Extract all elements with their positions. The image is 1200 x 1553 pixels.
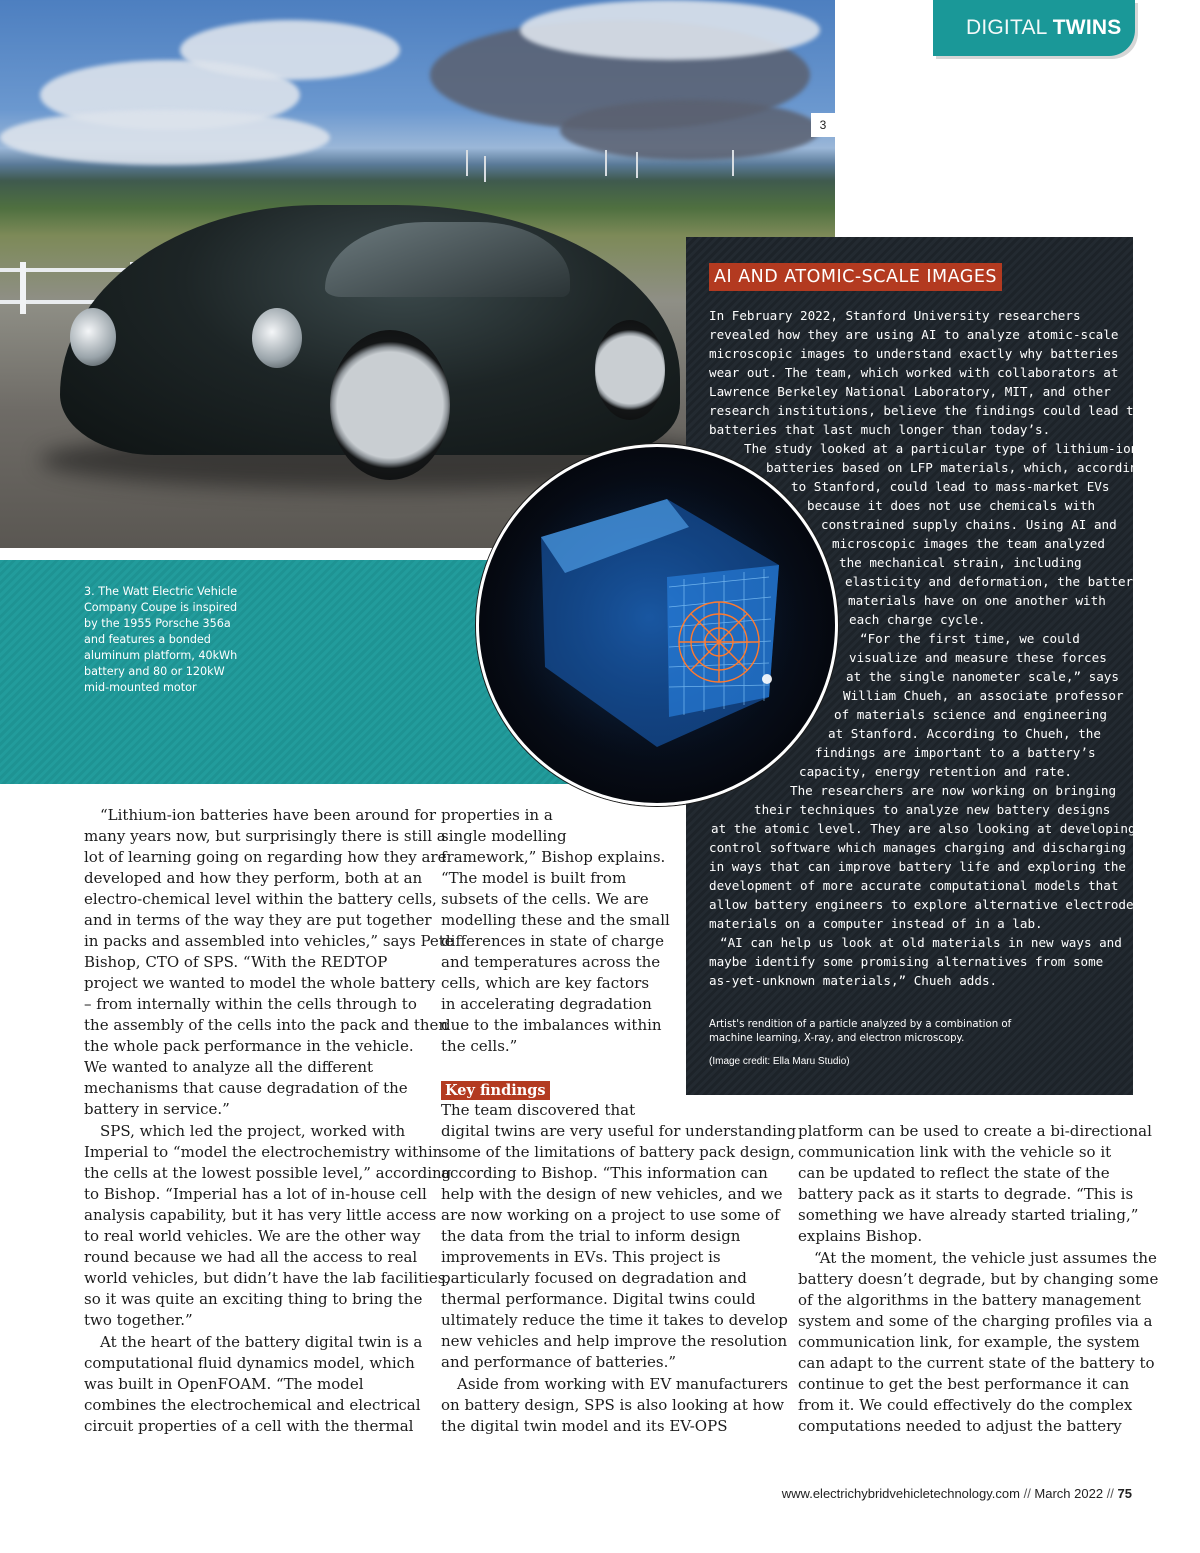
body-line: due to the imbalances within (441, 1016, 662, 1034)
sidebar-line: at the single nanometer scale,” says (846, 669, 1119, 684)
body-line: new vehicles and help improve the resolution (441, 1332, 788, 1350)
image-credit: (Image credit: Ella Maru Studio) (709, 1056, 850, 1067)
body-line: in accelerating degradation (441, 995, 652, 1013)
sidebar-line: constrained supply chains. Using AI and (821, 517, 1117, 532)
body-line: circuit properties of a cell with the thermal (84, 1417, 414, 1435)
body-line: world vehicles, but didn’t have the lab facilities, (84, 1269, 451, 1287)
body-line: platform can be used to create a bi-directional (798, 1122, 1152, 1140)
body-line: digital twins are very useful for understanding (441, 1122, 797, 1140)
body-line: explains Bishop. (798, 1227, 923, 1245)
body-line: developed and how they perform, both at an (84, 869, 423, 887)
sidebar-line: materials on a computer instead of in a lab. (709, 916, 1043, 931)
body-line: improvements in EVs. This project is (441, 1248, 721, 1266)
sidebar-caption-line: machine learning, X-ray, and electron microscopy. (709, 1033, 965, 1044)
caption-line: battery and 80 or 120kW (84, 665, 225, 678)
sidebar-line: materials have on one another with (848, 593, 1106, 608)
footer-url[interactable]: www.electrichybridvehicletechnology.com (781, 1486, 1020, 1501)
sidebar-line: research institutions, believe the findings could lead to (709, 403, 1142, 418)
body-line: help with the design of new vehicles, and we (441, 1185, 783, 1203)
sidebar-line: the mechanical strain, including (839, 555, 1082, 570)
body-line: computations needed to adjust the battery (798, 1417, 1122, 1435)
body-line: was built in OpenFOAM. “The model (84, 1375, 364, 1393)
body-line: continue to get the best performance it can (798, 1375, 1130, 1393)
footer-date: March 2022 (1034, 1486, 1104, 1501)
body-line: can adapt to the current state of the battery to (798, 1354, 1155, 1372)
sidebar-line: because it does not use chemicals with (807, 498, 1096, 513)
sidebar-line: to Stanford, could lead to mass-market EVs (791, 479, 1110, 494)
body-line: so it was quite an exciting thing to bring the (84, 1290, 423, 1308)
caption-line: by the 1955 Porsche 356a (84, 617, 231, 630)
sidebar-line: microscopic images to understand exactly why batteries (709, 346, 1119, 361)
headlight (70, 308, 116, 366)
body-line: from it. We could effectively do the complex (798, 1396, 1133, 1414)
body-line: and in terms of the way they are put together (84, 911, 432, 929)
body-line: round because we had all the access to real (84, 1248, 418, 1266)
body-line: Bishop, CTO of SPS. “With the REDTOP (84, 953, 388, 971)
body-line: differences in state of charge (441, 932, 664, 950)
body-line: and performance of batteries.” (441, 1353, 677, 1371)
caption-line: mid-mounted motor (84, 681, 197, 694)
body-line: lot of learning going on regarding how they are (84, 848, 447, 866)
sidebar-line: batteries based on LFP materials, which, according (766, 460, 1146, 475)
body-line: two together.” (84, 1311, 193, 1329)
sidebar-line: The researchers are now working on bringing (790, 783, 1117, 798)
body-line: the whole pack performance in the vehicle. (84, 1037, 414, 1055)
sidebar-line: The study looked at a particular type of lithium-ion (744, 441, 1139, 456)
body-line: and temperatures across the (441, 953, 661, 971)
wheel (330, 330, 450, 480)
sidebar-heading: AI AND ATOMIC-SCALE IMAGES (709, 263, 1002, 291)
sidebar-line: maybe identify some promising alternatives from some (709, 954, 1104, 969)
caption-line: aluminum platform, 40kWh (84, 649, 238, 662)
body-line: system and some of the charging profiles via a (798, 1312, 1153, 1330)
body-line: electro-chemical level within the battery cells, (84, 890, 437, 908)
body-line: Imperial to “model the electrochemistry within (84, 1143, 443, 1161)
sidebar-line: their techniques to analyze new battery designs (754, 802, 1111, 817)
sidebar-line: visualize and measure these forces (849, 650, 1107, 665)
body-line: computational fluid dynamics model, which (84, 1354, 415, 1372)
sidebar-line: control software which manages charging and discharging (709, 840, 1127, 855)
headlight (252, 308, 302, 368)
body-line: The team discovered that (441, 1101, 636, 1119)
battery-particle-illustration (476, 444, 838, 806)
body-line: some of the limitations of battery pack design, (441, 1143, 795, 1161)
body-line: the cells.” (441, 1037, 518, 1055)
photo-caption (84, 584, 254, 696)
sidebar-line: “AI can help us look at old materials in new ways and (720, 935, 1122, 950)
body-line: “At the moment, the vehicle just assumes the (814, 1249, 1157, 1267)
body-line: communication link, for example, the system (798, 1333, 1140, 1351)
page-footer (782, 1486, 1132, 1501)
key-findings-heading: Key findings (441, 1081, 550, 1100)
sidebar-line: Lawrence Berkeley National Laboratory, MIT, and other (709, 384, 1111, 399)
body-line: single modelling (441, 827, 567, 845)
sidebar-line: as-yet-unknown materials,” Chueh adds. (709, 973, 998, 988)
sidebar-line: “For the first time, we could (860, 631, 1080, 646)
sidebar-line: wear out. The team, which worked with collaborators at (709, 365, 1119, 380)
photo-number: 3 (811, 113, 835, 137)
sidebar-line: allow battery engineers to explore alternative electrode (709, 897, 1134, 912)
body-line: to Bishop. “Imperial has a lot of in-house cell (84, 1185, 427, 1203)
body-line: At the heart of the battery digital twin is a (100, 1333, 423, 1351)
body-line: SPS, which led the project, worked with (100, 1122, 406, 1140)
particle-graphic (479, 447, 835, 803)
caption-line: and features a bonded (84, 633, 211, 646)
body-line: Aside from working with EV manufacturers (457, 1375, 788, 1393)
body-line: thermal performance. Digital twins could (441, 1290, 756, 1308)
body-line: in packs and assembled into vehicles,” says Pete (84, 932, 454, 950)
sidebar-line: microscopic images the team analyzed (832, 536, 1105, 551)
body-line: combines the electrochemical and electrical (84, 1396, 421, 1414)
body-line: are now working on a project to use some of (441, 1206, 780, 1224)
body-line: of the algorithms in the battery management (798, 1291, 1141, 1309)
sidebar-line: each charge cycle. (849, 612, 986, 627)
sidebar-line: development of more accurate computational models that (709, 878, 1119, 893)
footer-separator: // (1019, 1486, 1035, 1501)
section-tab (933, 0, 1135, 56)
body-line: particularly focused on degradation and (441, 1269, 747, 1287)
body-line: – from internally within the cells through to (84, 995, 417, 1013)
sidebar-line: revealed how they are using AI to analyze atomic-scale (709, 327, 1119, 342)
sidebar-line: of materials science and engineering (834, 707, 1107, 722)
body-line: battery in service.” (84, 1100, 230, 1118)
body-line: We wanted to analyze all the different (84, 1058, 374, 1076)
body-line: modelling these and the small (441, 911, 670, 929)
section-tab-bold: TWINS (1052, 16, 1122, 39)
body-line: the digital twin model and its EV-OPS (441, 1417, 728, 1435)
body-line: battery pack as it starts to degrade. “This is (798, 1185, 1134, 1203)
body-line: according to Bishop. “This information can (441, 1164, 768, 1182)
sidebar-line: at Stanford. According to Chueh, the (828, 726, 1101, 741)
body-line: something we have already started trialing,” (798, 1206, 1139, 1224)
body-line: to real world vehicles. We are the other way (84, 1227, 421, 1245)
body-line: cells, which are key factors (441, 974, 650, 992)
body-line: the cells at the lowest possible level,” according (84, 1164, 452, 1182)
body-line: framework,” Bishop explains. (441, 848, 666, 866)
body-line: project we wanted to model the whole battery (84, 974, 436, 992)
body-line: the data from the trial to inform design (441, 1227, 741, 1245)
body-line: can be updated to reflect the state of the (798, 1164, 1110, 1182)
section-tab-light: DIGITAL (966, 16, 1053, 39)
caption-line: 3. The Watt Electric Vehicle (84, 585, 238, 598)
body-line: ultimately reduce the time it takes to develop (441, 1311, 788, 1329)
sidebar-caption (709, 1018, 1011, 1046)
sidebar-line: findings are important to a battery’s (815, 745, 1096, 760)
body-line: communication link with the vehicle so it (798, 1143, 1112, 1161)
body-line: subsets of the cells. We are (441, 890, 649, 908)
footer-separator: // (1103, 1486, 1118, 1501)
body-line: the assembly of the cells into the pack and then (84, 1016, 449, 1034)
body-line: on battery design, SPS is also looking at how (441, 1396, 785, 1414)
caption-line: Company Coupe is inspired (84, 601, 238, 614)
body-line: many years now, but surprisingly there is still a (84, 827, 446, 845)
wheel (595, 320, 665, 420)
sidebar-line: capacity, energy retention and rate. (799, 764, 1072, 779)
body-line: “The model is built from (441, 869, 627, 887)
body-line: analysis capability, but it has very little access (84, 1206, 437, 1224)
sidebar-line: in ways that can improve battery life and exploring the (709, 859, 1127, 874)
body-line: battery doesn’t degrade, but by changing some (798, 1270, 1159, 1288)
sidebar-line: elasticity and deformation, the battery (845, 574, 1141, 589)
body-line: “Lithium-ion batteries have been around for (100, 806, 437, 824)
sidebar-line: William Chueh, an associate professor (843, 688, 1124, 703)
body-line: properties in a (441, 806, 553, 824)
sidebar-line: In February 2022, Stanford University researchers (709, 308, 1081, 323)
body-line: mechanisms that cause degradation of the (84, 1079, 408, 1097)
page-number: 75 (1117, 1486, 1132, 1501)
sidebar-line: batteries that last much longer than today’s. (709, 422, 1051, 437)
sidebar-caption-line: Artist's rendition of a particle analyzed by a combination of (709, 1019, 1012, 1030)
sidebar-line: at the atomic level. They are also looking at developing (711, 821, 1136, 836)
